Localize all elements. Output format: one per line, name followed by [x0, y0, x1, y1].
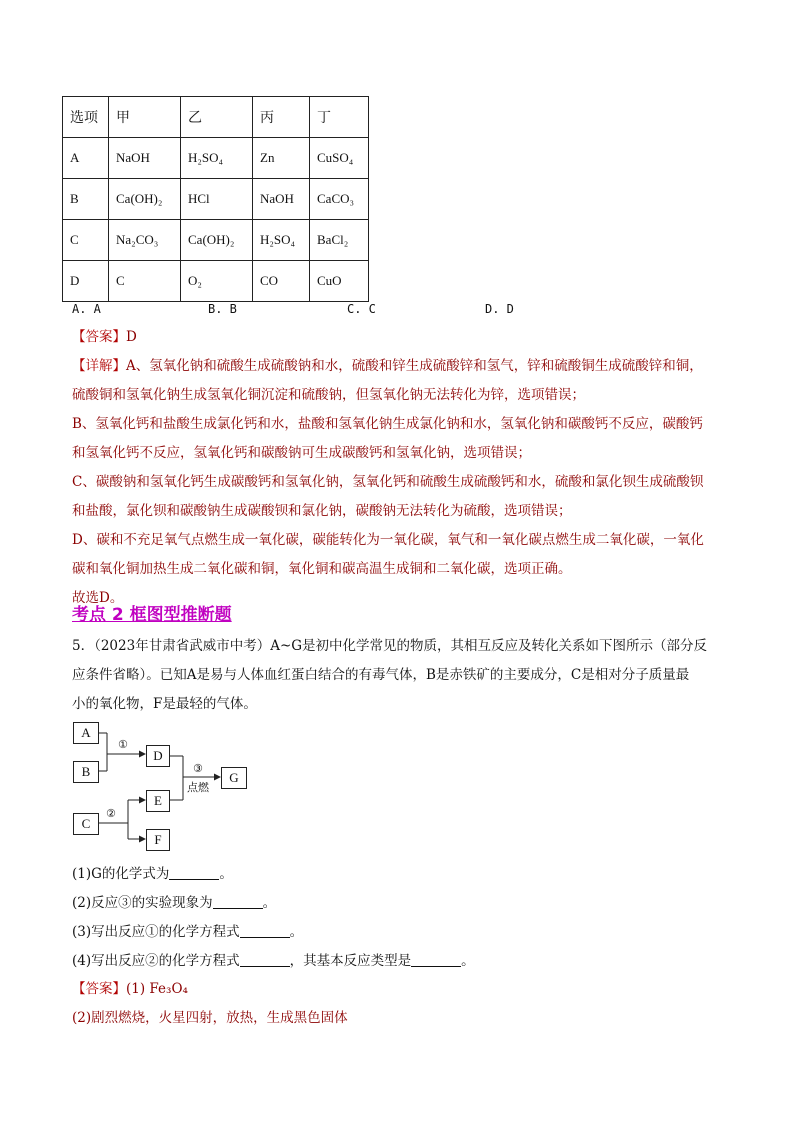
- header-cell: 丙: [253, 97, 310, 138]
- diagram-box-d: D: [146, 745, 170, 767]
- detail-line: 和氢氧化钙不反应，氢氧化钙和碳酸钠可生成碳酸钙和氢氧化钠，选项错误；: [72, 445, 531, 461]
- table-cell: Ca(OH)₂: [109, 179, 181, 220]
- subquestion-text: (1)G的化学式为: [72, 866, 170, 882]
- answer-blank: [240, 923, 290, 938]
- table-cell: Na₂CO₃: [109, 220, 181, 261]
- subquestion-text: (3)写出反应①的化学方程式: [72, 924, 240, 940]
- table-cell: H₂SO₄: [253, 220, 310, 261]
- detail-line: 故选D。: [72, 590, 124, 606]
- header-cell: 丁: [310, 97, 369, 138]
- table-cell: D: [63, 261, 109, 302]
- subquestion-end: 。: [289, 924, 304, 940]
- table-cell: H₂SO₄: [181, 138, 253, 179]
- subquestion-text: (4)写出反应②的化学方程式: [72, 953, 240, 969]
- table-cell: BaCl₂: [310, 220, 369, 261]
- detail-text: A、氢氧化钠和硫酸生成硫酸钠和水，硫酸和锌生成硫酸锌和氢气，锌和硫酸铜生成硫酸锌和铜，: [126, 358, 703, 374]
- question-line: 应条件省略）。已知A是易与人体血红蛋白结合的有毒气体，B是赤铁矿的主要成分，C是相对分子质量最: [72, 667, 690, 683]
- table-cell: Ca(OH)₂: [181, 220, 253, 261]
- table-cell: CuO: [310, 261, 369, 302]
- section-heading: 考点 2 框图型推断题: [72, 605, 232, 625]
- answer-tag: 【答案】: [72, 981, 126, 997]
- table-cell: O₂: [181, 261, 253, 302]
- choice-c: C. C: [347, 302, 376, 316]
- answer-block: [72, 975, 722, 1033]
- question-line: 小的氧化物，F是最轻的气体。: [72, 696, 257, 712]
- answer-blank: [169, 865, 219, 880]
- answer-line: (2)剧烈燃烧，火星四射，放热，生成黑色固体: [72, 1010, 348, 1026]
- header-cell: 乙: [181, 97, 253, 138]
- table-cell: HCl: [181, 179, 253, 220]
- subquestion-text: (2)反应③的实验现象为: [72, 895, 213, 911]
- detail-line: 碳和氧化铜加热生成二氧化碳和铜，氧化铜和碳高温生成铜和二氧化碳，选项正确。: [72, 561, 572, 577]
- diagram-box-f: F: [146, 829, 170, 851]
- detail-tag: 【详解】: [72, 358, 126, 374]
- header-cell: 选项: [63, 97, 109, 138]
- table-cell: A: [63, 138, 109, 179]
- subquestion-text: ，其基本反应类型是: [289, 953, 412, 969]
- table-cell: C: [63, 220, 109, 261]
- answer-blank: [213, 894, 263, 909]
- table-cell: CaCO₃: [310, 179, 369, 220]
- reaction-label-3: ③: [193, 762, 203, 775]
- header-cell: 甲: [109, 97, 181, 138]
- choice-b: B. B: [208, 302, 237, 316]
- reaction-label-2: ②: [106, 807, 116, 820]
- table-cell: Zn: [253, 138, 310, 179]
- ignite-label: 点燃: [187, 781, 209, 794]
- detail-line: 和盐酸，氯化钡和碳酸钠生成碳酸钡和氯化钠，碳酸钠无法转化为硫酸，选项错误；: [72, 503, 572, 519]
- subquestion-end: 。: [461, 953, 475, 969]
- table-cell: CO: [253, 261, 310, 302]
- diagram-box-e: E: [146, 790, 170, 812]
- table-cell: C: [109, 261, 181, 302]
- subquestion-1: [72, 860, 722, 889]
- choice-a: A. A: [72, 302, 101, 316]
- table-cell: B: [63, 179, 109, 220]
- diagram-box-b: B: [73, 761, 99, 783]
- diagram-box-a: A: [73, 722, 99, 744]
- question-line: 5．（2023年甘肃省武威市中考）A~G是初中化学常见的物质，其相互反应及转化关系如下图所示（部分反: [72, 638, 708, 654]
- table-cell: NaOH: [109, 138, 181, 179]
- detail-line: B、氢氧化钙和盐酸生成氯化钙和水，盐酸和氢氧化钠生成氯化钠和水，氢氧化钠和碳酸钙不反应，碳酸钙: [72, 416, 703, 432]
- detail-line: 硫酸铜和氢氧化钠生成氢氧化铜沉淀和硫酸钠，但氢氧化钠无法转化为锌，选项错误；: [72, 387, 585, 403]
- reaction-label-1: ①: [118, 738, 128, 751]
- answer-blank: [411, 952, 461, 967]
- answer-text: (1) Fe₃O₄: [126, 981, 188, 997]
- subquestion-3: [72, 918, 722, 947]
- detail-line: C、碳酸钠和氢氧化钙生成碳酸钙和氢氧化钠，氢氧化钙和硫酸生成硫酸钙和水，硫酸和氯化钡生成硫酸钡: [72, 474, 704, 490]
- subquestion-2: [72, 889, 722, 918]
- answer-line: [72, 975, 722, 1004]
- answer-value: D: [126, 329, 137, 345]
- diagram-box-c: C: [73, 813, 99, 835]
- subquestion-end: 。: [262, 895, 277, 911]
- answer-blank: [240, 952, 290, 967]
- subquestion-end: 。: [219, 866, 233, 882]
- subquestion-4: [72, 947, 722, 976]
- subquestions: [72, 860, 722, 976]
- table-cell: CuSO₄: [310, 138, 369, 179]
- detail-line: D、碳和不充足氧气点燃生成一氧化碳，碳能转化为一氧化碳，氧气和一氧化碳点燃生成二氧化碳，一氧化: [72, 532, 704, 548]
- choice-d: D. D: [485, 302, 514, 316]
- diagram-box-g: G: [221, 767, 247, 789]
- answer-tag: 【答案】: [72, 329, 126, 345]
- table-cell: NaOH: [253, 179, 310, 220]
